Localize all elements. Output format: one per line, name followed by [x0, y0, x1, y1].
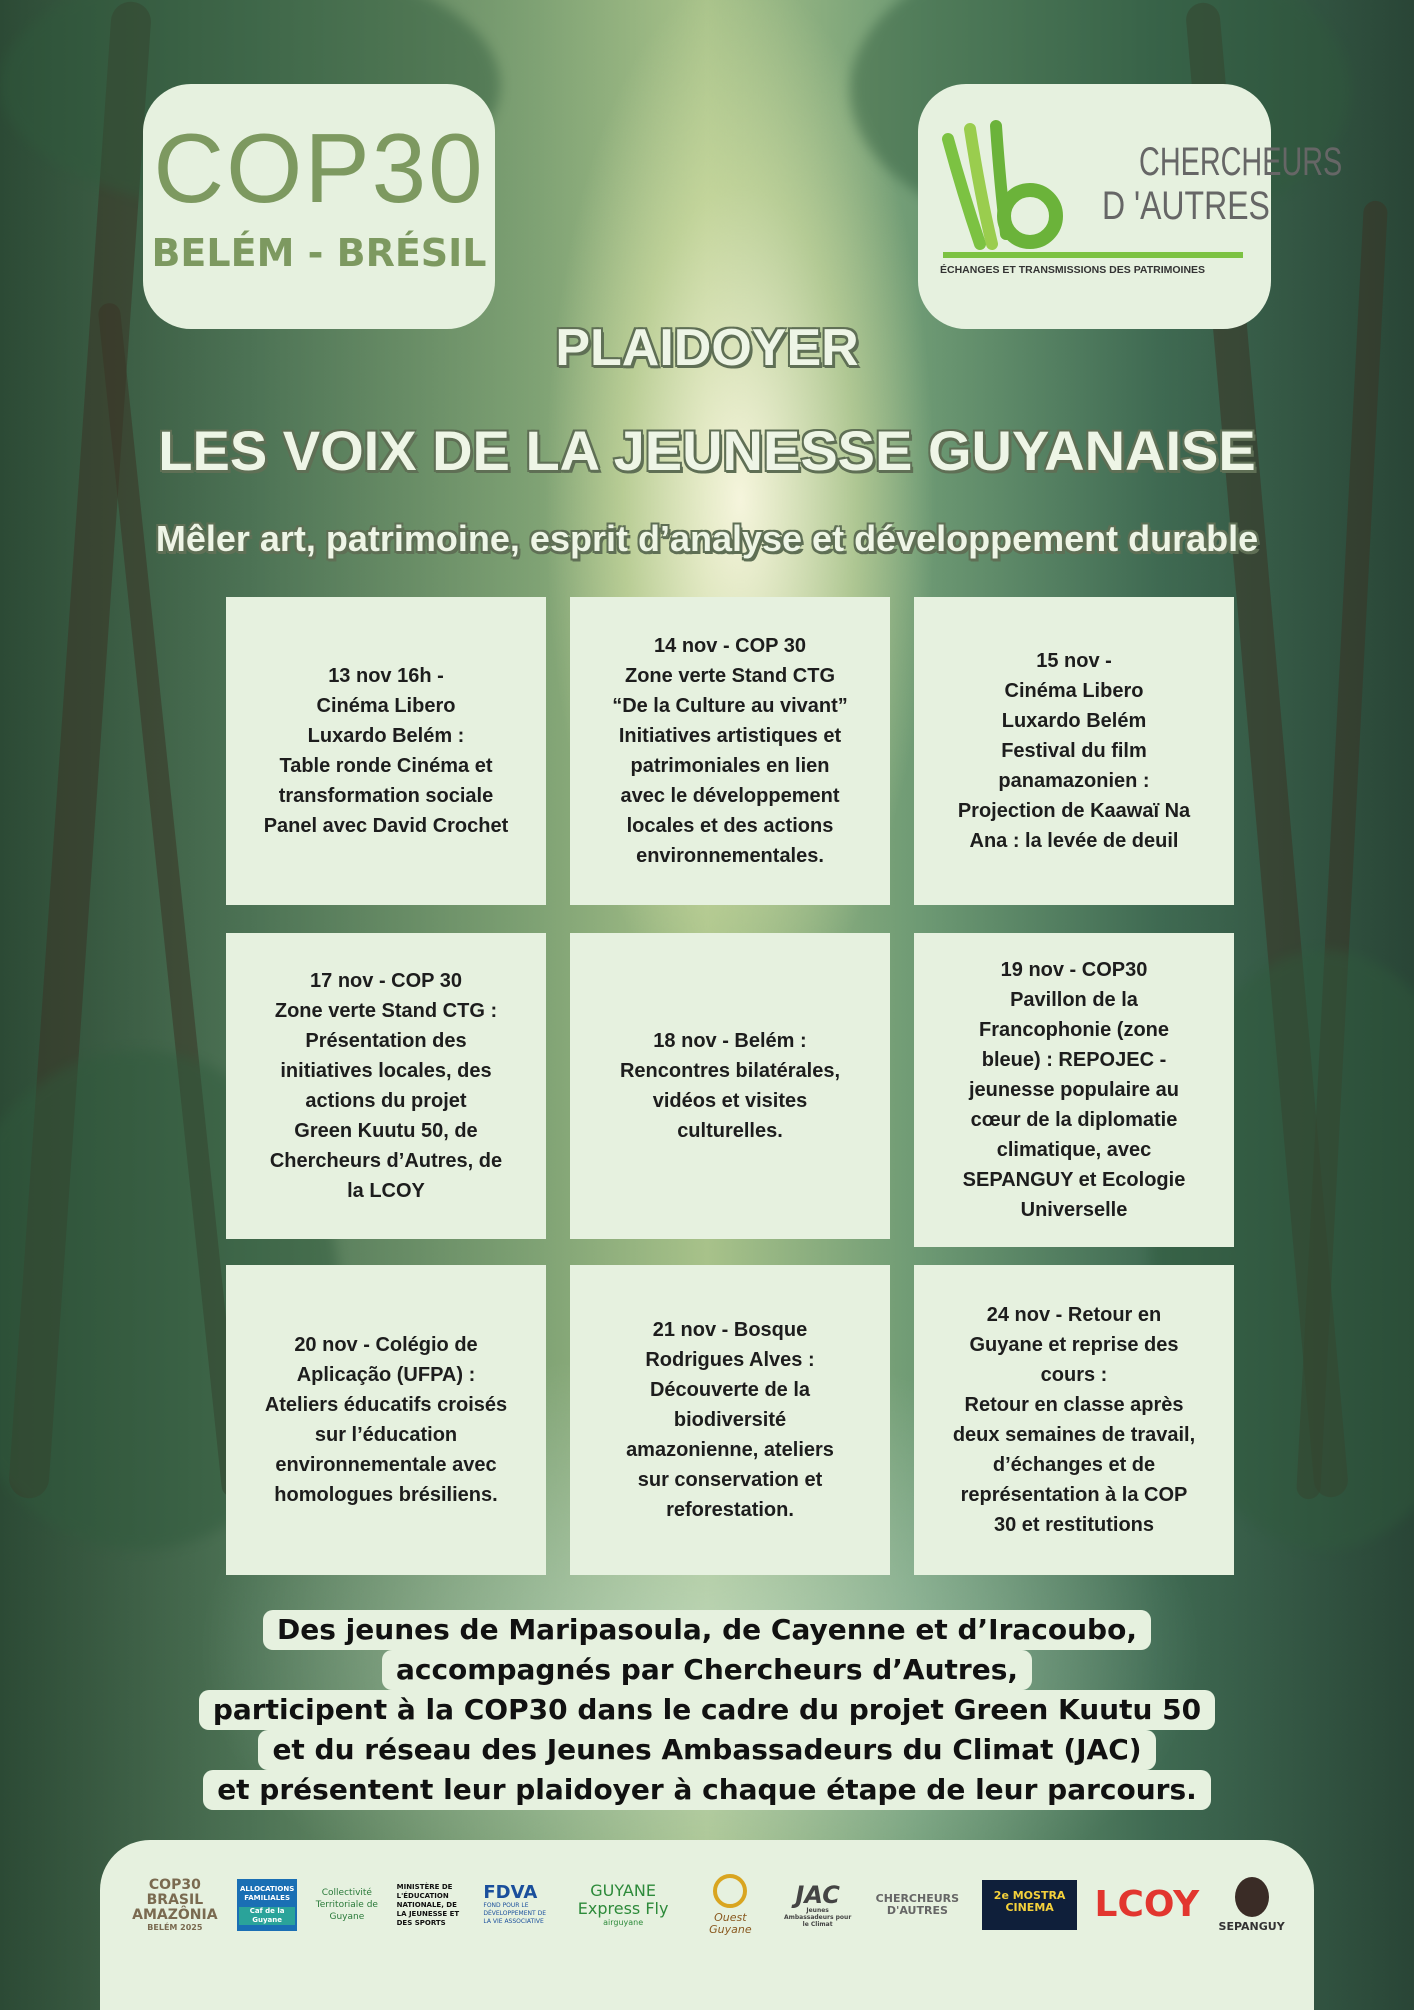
cop-title: COP30: [153, 113, 485, 223]
partner-logo-mostra: 2e MOSTRA CINEMA: [982, 1880, 1077, 1930]
subtitle: Mêler art, patrimoine, esprit d’analyse et développement durable: [155, 518, 1259, 559]
logo-line2: D 'AUTRES: [1101, 184, 1270, 228]
partner-logo-fdva: FDVA FOND POUR LE DÉVELOPPEMENT DE LA VIE ASSOCIATIVE: [483, 1882, 546, 1925]
event-card-24nov: 24 nov - Retour en Guyane et reprise des cours : Retour en classe après deux semaines de travail, d’échanges et de représentation à la COP 30 et restitutions: [914, 1265, 1234, 1575]
summary-text: [0, 1610, 1414, 1810]
summary-line: et du réseau des Jeunes Ambassadeurs du Climat (JAC): [258, 1730, 1155, 1770]
event-card-17nov: 17 nov - COP 30 Zone verte Stand CTG : Présentation des initiatives locales, des actions du projet Green Kuutu 50, de Chercheurs d’Autres, de la LCOY: [226, 933, 546, 1239]
event-card-14nov: 14 nov - COP 30 Zone verte Stand CTG “De la Culture au vivant” Initiatives artistiques et patrimoniales en lien avec le développement locales et des actions environnementales.: [570, 597, 890, 905]
logo-tagline: ÉCHANGES ET TRANSMISSIONS DES PATRIMOINES: [940, 264, 1206, 276]
partner-logo-ctg: Collectivité Territoriale de Guyane: [315, 1888, 378, 1922]
partner-logo-jac: JAC Jeunes Ambassadeurs pour le Climat: [783, 1880, 852, 1928]
cop30-badge: [143, 84, 495, 329]
main-title: LES VOIX DE LA JEUNESSE GUYANAISE: [158, 419, 1256, 482]
chercheurs-dautres-logo: [918, 84, 1343, 329]
partner-logo-ouest-guyane: Ouest Guyane: [693, 1874, 768, 1936]
event-card-19nov: 19 nov - COP30 Pavillon de la Francophonie (zone bleue) : REPOJEC - jeunesse populaire au cœur de la diplomatie climatique, avec SEPANGUY et Ecologie Universelle: [914, 933, 1234, 1247]
partner-logo-lcoy: LCOY: [1094, 1884, 1200, 1925]
event-card-18nov: 18 nov - Belém : Rencontres bilatérales, vidéos et visites culturelles.: [570, 933, 890, 1239]
event-card-21nov: 21 nov - Bosque Rodrigues Alves : Découverte de la biodiversité amazonienne, ateliers sur conservation et reforestation.: [570, 1265, 890, 1575]
partner-logo-ministere: MINISTÈRE DE L'ÉDUCATION NATIONALE, DE LA JEUNESSE ET DES SPORTS: [396, 1882, 460, 1927]
logo-line1: CHERCHEURS: [1139, 140, 1343, 184]
partner-logo-guyane-express-fly: GUYANE Express Fly airguyane: [577, 1881, 669, 1927]
event-card-20nov: 20 nov - Colégio de Aplicação (UFPA) : Ateliers éducatifs croisés sur l’éducation environnementale avec homologues brésiliens.: [226, 1265, 546, 1575]
kicker-title: PLAIDOYER: [555, 319, 859, 377]
summary-line: Des jeunes de Maripasoula, de Cayenne et d’Iracoubo,: [263, 1610, 1151, 1650]
partner-logo-sepanguy: SEPANGUY: [1217, 1877, 1287, 1933]
cop-location: BELÉM - BRÉSIL: [151, 231, 487, 275]
summary-line: participent à la COP30 dans le cadre du projet Green Kuutu 50: [199, 1690, 1215, 1730]
summary-line: et présentent leur plaidoyer à chaque étape de leur parcours.: [203, 1770, 1211, 1810]
event-card-13nov: 13 nov 16h - Cinéma Libero Luxardo Belém : Table ronde Cinéma et transformation sociale Panel avec David Crochet: [226, 597, 546, 905]
summary-line: accompagnés par Chercheurs d’Autres,: [382, 1650, 1032, 1690]
partner-logo-chercheurs: CHERCHEURS D'AUTRES: [875, 1892, 960, 1917]
partner-logo-caf: ALLOCATIONS FAMILIALES Caf de la Guyane: [237, 1879, 297, 1931]
partner-logo-cop30: COP30 BRASIL AMAZÔNIA BELÉM 2025: [132, 1876, 218, 1932]
event-card-15nov: 15 nov - Cinéma Libero Luxardo Belém Festival du film panamazonien : Projection de Kaawaï Na Ana : la levée de deuil: [914, 597, 1234, 905]
partner-logos-bar: [100, 1840, 1314, 2010]
